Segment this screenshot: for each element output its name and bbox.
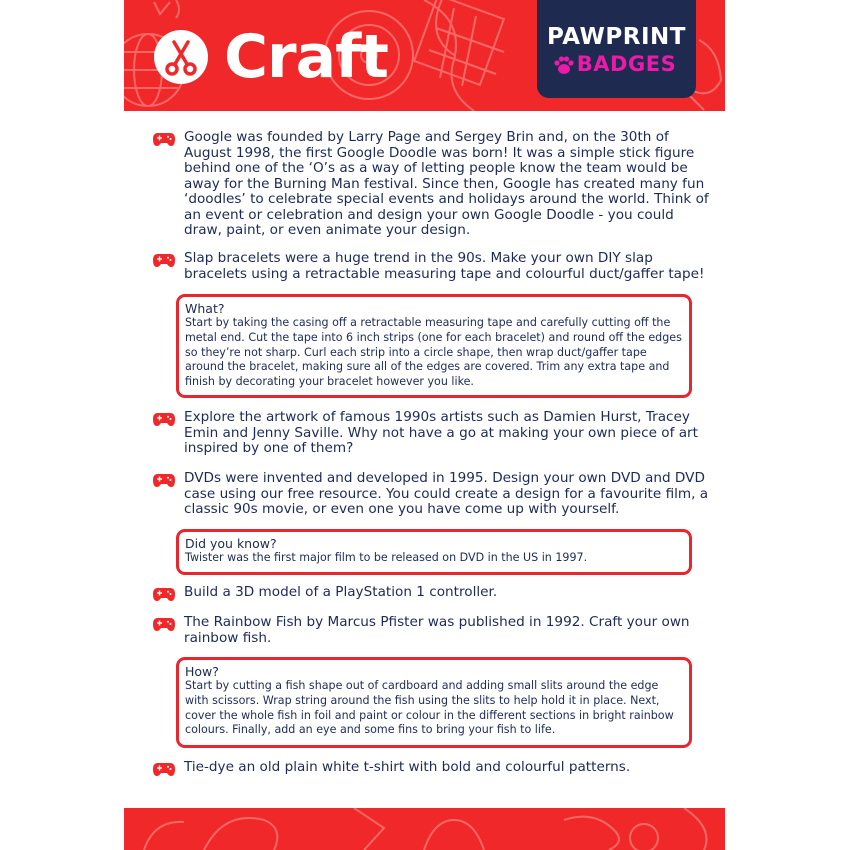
info-box-body: Start by taking the casing off a retractable measuring tape and carefully cutting off the metal end. Cut the tape into 6 inch strips (one for each bracelet) and round off the edges so they’re not sharp. Curl each strip into a circle shape, then wrap duct/gaffer tape around the bracelet, making sure all of the edges are covered. Trim any extra tape and finish by decorating your bracelet however you like.	[185, 316, 682, 389]
gamepad-icon	[152, 761, 176, 777]
gamepad-icon	[152, 252, 176, 268]
pawprint-badges-logo	[537, 0, 696, 98]
info-box-body: Start by cutting a fish shape out of cardboard and adding small slits around the edge with scissors. Wrap string around the fish using the slits to help hold it in place. Next, cover the whole fish in foil and paint or colour in the different sections in bright rainbow colours. Finally, add an eye and some fins to bring your fish to life.	[185, 679, 674, 737]
item-text: Build a 3D model of a PlayStation 1 controller.	[184, 584, 498, 600]
item-text: DVDs were invented and developed in 1995. Design your own DVD and DVD case using our free resource. You could create a design for a favourite film, a classic 90s movie, or even one you have come up with yourself.	[184, 470, 709, 517]
gamepad-icon	[152, 616, 176, 632]
activity-sheet	[124, 0, 725, 850]
item-text: Tie-dye an old plain white t-shirt with bold and colourful patterns.	[184, 759, 631, 775]
item-text: The Rainbow Fish by Marcus Pfister was published in 1992. Craft your own rainbow fish.	[184, 614, 690, 646]
header-banner	[124, 0, 725, 111]
item-text: Slap bracelets were a huge trend in the 90s. Make your own DIY slap bracelets using a retractable measuring tape and colourful duct/gaffer tape!	[184, 250, 705, 282]
list-item	[152, 760, 702, 778]
info-box-title: How?	[185, 664, 219, 679]
logo-text-top: PAWPRINT	[547, 24, 686, 50]
info-box-title: What?	[185, 301, 225, 316]
footer-banner	[124, 808, 725, 850]
page-title: Craft	[224, 22, 388, 92]
list-item	[152, 250, 705, 285]
info-box-title: Did you know?	[185, 536, 277, 551]
list-item	[152, 129, 709, 240]
logo-text-bottom: BADGES	[576, 52, 677, 76]
gamepad-icon	[152, 586, 176, 602]
info-box-how	[176, 657, 692, 748]
list-item	[152, 585, 702, 603]
footer-decoration-icons	[124, 808, 725, 850]
gamepad-icon	[152, 131, 176, 147]
gamepad-icon	[152, 472, 176, 488]
item-text: Google was founded by Larry Page and Sergey Brin and, on the 30th of August 1998, the first Google Doodle was born! It was a simple stick figure behind one of the ‘O’s as a way of letting people know the team would be away for the Burning Man festival. Since then, Google has created many fun ‘doodles’ to celebrate special events and holidays around the world. Think of an event or celebration and design your own Google Doodle - you could draw, paint, or even animate your design.	[184, 129, 709, 238]
scissors-icon	[154, 30, 208, 84]
info-box-did-you-know	[176, 529, 692, 575]
info-box-body: Twister was the first major film to be released on DVD in the US in 1997.	[185, 551, 588, 564]
list-item	[152, 615, 702, 649]
item-text: Explore the artwork of famous 1990s artists such as Damien Hurst, Tracey Emin and Jenny Saville. Why not have a go at making your own piece of art inspired by one of them?	[184, 409, 698, 456]
info-box-what	[176, 294, 692, 398]
gamepad-icon	[152, 411, 176, 427]
list-item	[152, 410, 702, 460]
scissors-badge	[154, 30, 208, 84]
list-item	[152, 470, 709, 521]
